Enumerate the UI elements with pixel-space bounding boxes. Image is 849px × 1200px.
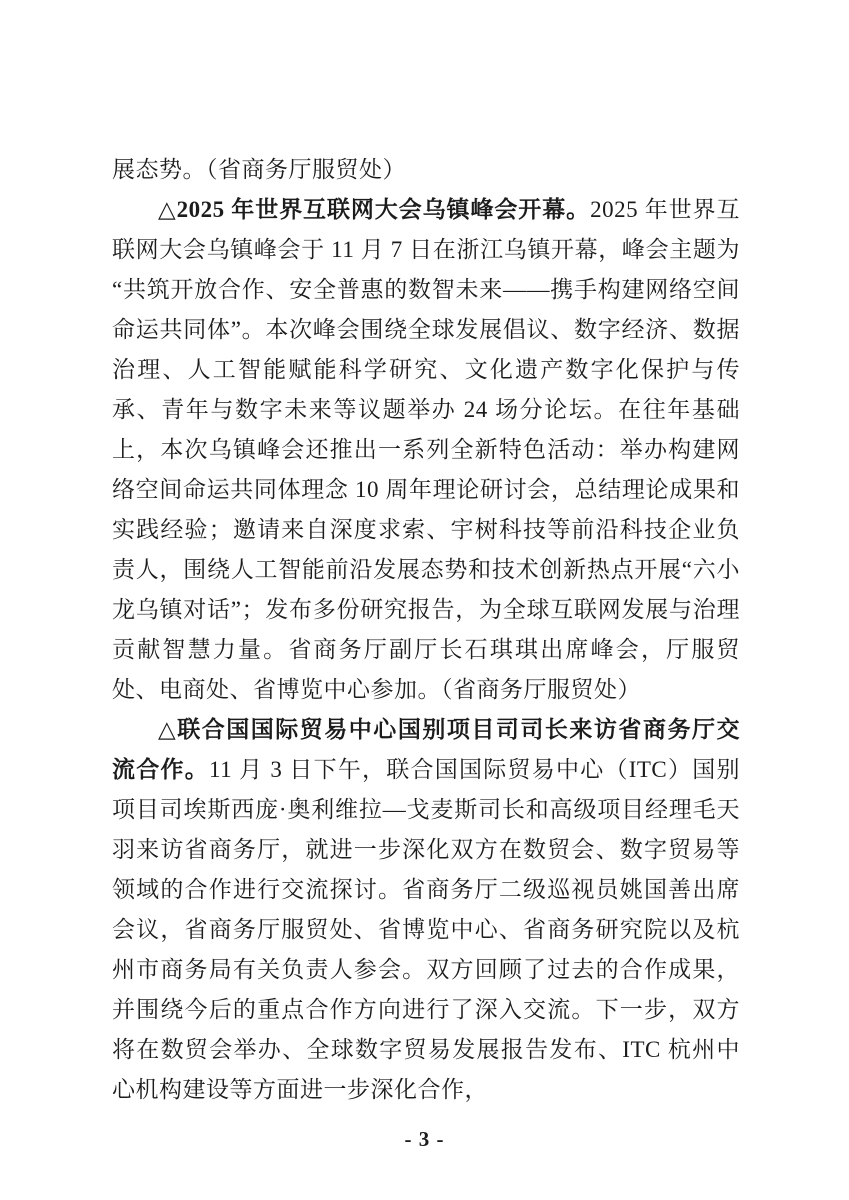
paragraph-itc-visit <box>112 710 740 1110</box>
page-number: - 3 - <box>404 1127 445 1151</box>
paragraph-wuzhen-summit-heading: △2025 年世界互联网大会乌镇峰会开幕。 <box>158 197 591 222</box>
paragraph-continuation <box>112 150 740 190</box>
paragraph-itc-visit-heading: △联合国国际贸易中心国别项目司司长来访省商务厅交流合作。 <box>112 717 740 782</box>
document-body <box>112 150 740 1110</box>
paragraph-itc-visit-body: 11 月 3 日下午，联合国国际贸易中心（ITC）国别项目司埃斯西庞·奥利维拉—戈麦斯司长和高级项目经理毛天羽来访省商务厅，就进一步深化双方在数贸会、数字贸易等领域的合作进行交流探讨。省商务厅二级巡视员姚国善出席会议，省商务厅服贸处、省博览中心、省商务研究院以及杭州市商务局有关负责人参会。双方回顾了过去的合作成果，并围绕今后的重点合作方向进行了深入交流。下一步，双方将在数贸会举办、全球数字贸易发展报告发布、ITC 杭州中心机构建设等方面进一步深化合作， <box>112 757 740 1102</box>
paragraph-wuzhen-summit <box>112 190 740 710</box>
paragraph-continuation-text: 展态势。（省商务厅服贸处） <box>112 157 406 182</box>
paragraph-wuzhen-summit-body: 2025 年世界互联网大会乌镇峰会于 11 月 7 日在浙江乌镇开幕，峰会主题为“共筑开放合作、安全普惠的数智未来——携手构建网络空间命运共同体”。本次峰会围绕全球发展倡议、数字经济、数据治理、人工智能赋能科学研究、文化遗产数字化保护与传承、青年与数字未来等议题举办 24 场分论坛。在往年基础上，本次乌镇峰会还推出一系列全新特色活动：举办构建网络空间命运共同体理念 10 周年理论研讨会，总结理论成果和实践经验；邀请来自深度求索、宇树科技等前沿科技企业负责人，围绕人工智能前沿发展态势和技术创新热点开展“六小龙乌镇对话”；发布多份研究报告，为全球互联网发展与治理贡献智慧力量。省商务厅副厅长石琪琪出席峰会，厅服贸处、电商处、省博览中心参加。（省商务厅服贸处） <box>112 197 740 702</box>
